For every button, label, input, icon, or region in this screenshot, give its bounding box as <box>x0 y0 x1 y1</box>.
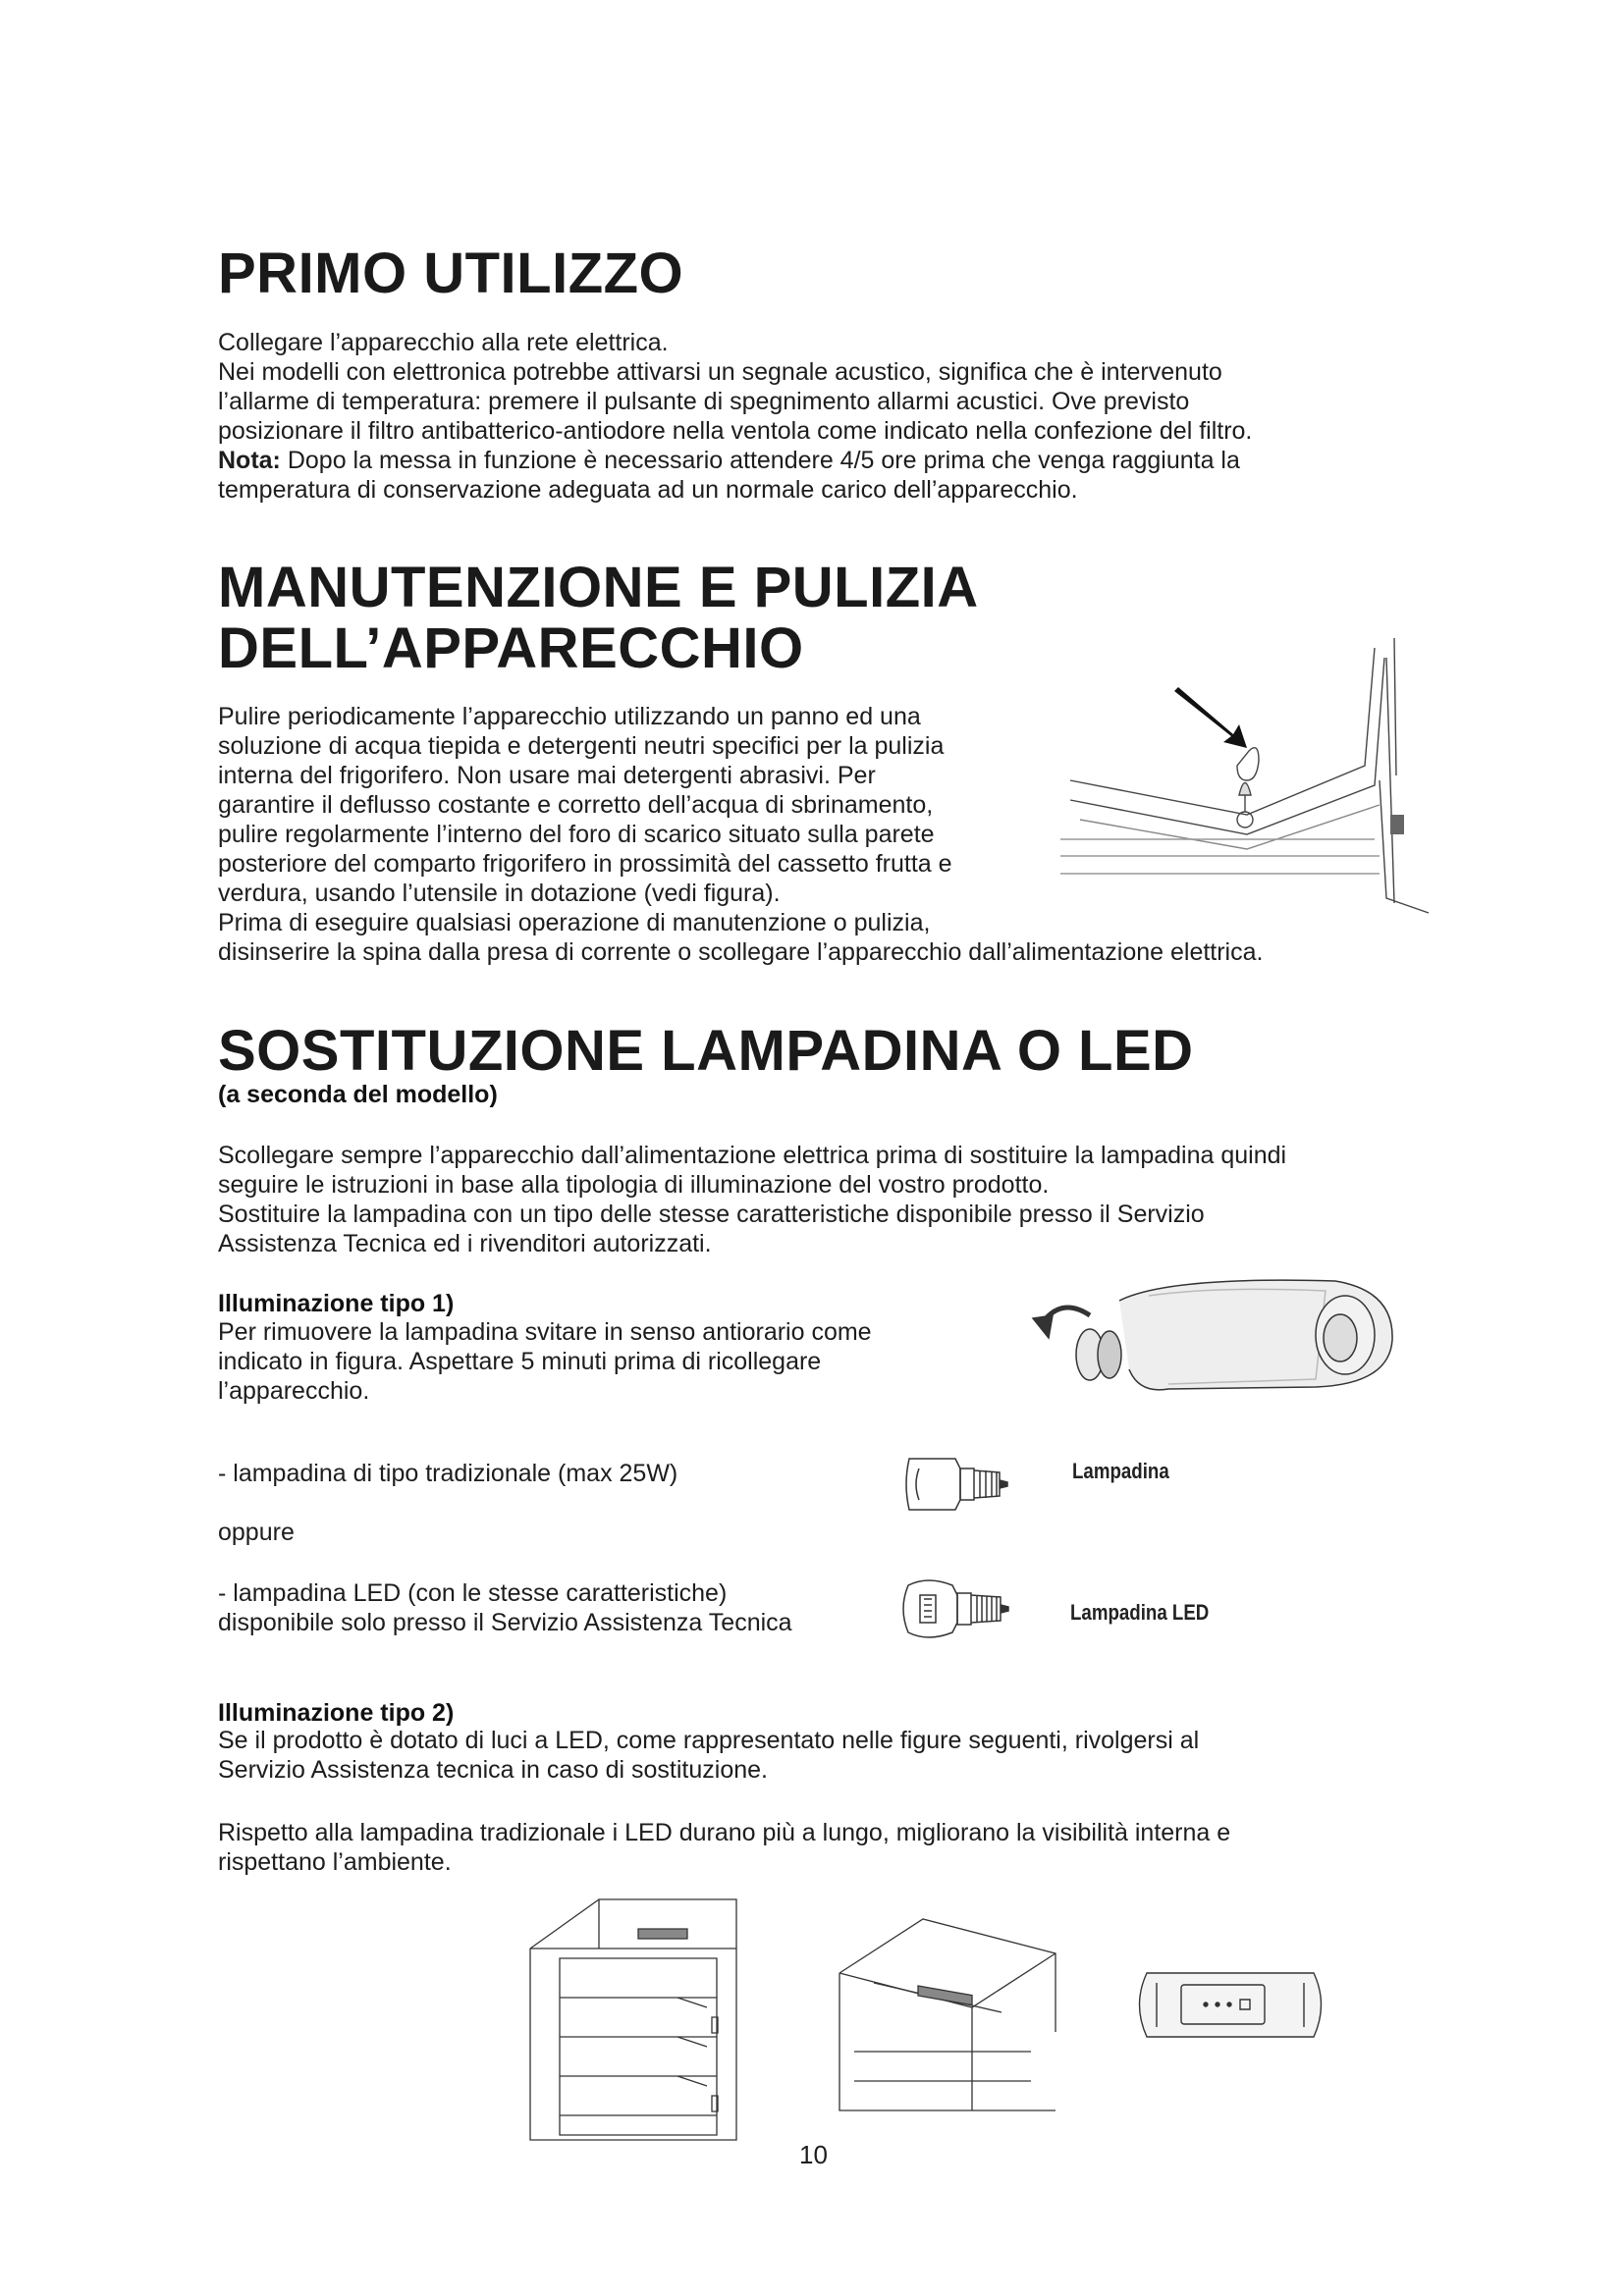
drain-hole-illustration <box>1041 638 1434 923</box>
text-line: soluzione di acqua tiepida e detergenti neutri specifici per la pulizia <box>218 732 945 760</box>
text-line: Rispetto alla lampadina tradizionale i LED durano più a lungo, migliorano la visibilità interna e <box>218 1819 1231 1846</box>
section-subtitle: (a seconda del modello) <box>218 1081 498 1108</box>
text-line: Servizio Assistenza tecnica in caso di sostituzione. <box>218 1756 768 1784</box>
caption-lampadina: Lampadina <box>1072 1459 1169 1483</box>
caption-lampadina-led: Lampadina LED <box>1070 1600 1210 1625</box>
tipo1-heading: Illuminazione tipo 1) <box>218 1290 455 1317</box>
text-line: temperatura di conservazione adeguata ad un normale carico dell’apparecchio. <box>218 476 1078 504</box>
text-line: Nei modelli con elettronica potrebbe attivarsi un segnale acustico, significa che è intervenuto <box>218 358 1222 386</box>
text-line: indicato in figura. Aspettare 5 minuti prima di ricollegare <box>218 1348 822 1375</box>
led-bulb-icon <box>898 1575 1046 1644</box>
incandescent-bulb-icon <box>901 1451 1039 1520</box>
tipo2-heading: Illuminazione tipo 2) <box>218 1699 455 1727</box>
section-title-sostituzione: SOSTITUZIONE LAMPADINA O LED <box>218 1019 1194 1083</box>
text-line: Sostituire la lampadina con un tipo delle stesse caratteristiche disponibile presso il Servizio <box>218 1201 1205 1228</box>
text-line: pulire regolarmente l’interno del foro di scarico situato sulla parete <box>218 821 935 848</box>
text-line: seguire le istruzioni in base alla tipologia di illuminazione del vostro prodotto. <box>218 1171 1050 1199</box>
nota-label: Nota: <box>218 447 281 474</box>
text-line: verdura, usando l’utensile in dotazione (vedi figura). <box>218 880 781 907</box>
arrow-icon <box>1174 687 1247 748</box>
text-line: Assistenza Tecnica ed i rivenditori autorizzati. <box>218 1230 712 1257</box>
section-title-manutenzione: MANUTENZIONE E PULIZIA DELL’APPARECCHIO <box>218 556 979 680</box>
text-line: Prima di eseguire qualsiasi operazione di manutenzione o pulizia, <box>218 909 931 936</box>
tipo2-text <box>218 1726 1199 1785</box>
tipo2-text-2 <box>218 1818 1230 1877</box>
led-module-illustration <box>1127 1963 1333 2047</box>
text-line: Se il prodotto è dotato di luci a LED, come rappresentato nelle figure seguenti, rivolgersi al <box>218 1727 1200 1754</box>
option-traditional-bulb: - lampadina di tipo tradizionale (max 25W) <box>218 1460 678 1487</box>
text-line: garantire il deflusso costante e corretto dell’acqua di sbrinamento, <box>218 791 934 819</box>
text-line: l’allarme di temperatura: premere il pulsante di spegnimento allarmi acustici. Ove previsto <box>218 388 1190 415</box>
section-title-primo-utilizzo: PRIMO UTILIZZO <box>218 241 684 305</box>
text-line: rispettano l’ambiente. <box>218 1848 452 1876</box>
page-number: 10 <box>799 2140 828 2169</box>
text-line: posizionare il filtro antibatterico-antiodore nella ventola come indicato nella confezione del filtro. <box>218 417 1253 445</box>
text-line: Per rimuovere la lampadina svitare in senso antiorario come <box>218 1318 872 1346</box>
text-line: Collegare l’apparecchio alla rete elettrica. <box>218 329 669 356</box>
fridge-ceiling-led-illustration <box>835 1914 1060 2120</box>
nota-line: Nota: Dopo la messa in funzione è necessario attendere 4/5 ore prima che venga raggiunta la <box>218 447 1240 474</box>
text-line: Pulire periodicamente l’apparecchio utilizzando un panno ed una <box>218 703 921 730</box>
tipo1-text <box>218 1317 872 1406</box>
text-line: l’apparecchio. <box>218 1377 370 1405</box>
oppure-text: oppure <box>218 1519 295 1546</box>
text-line: disinserire la spina dalla presa di corrente o scollegare l’apparecchio dall’alimentazione elettrica. <box>218 938 1264 966</box>
lamp-housing-illustration <box>1021 1271 1394 1404</box>
primo-utilizzo-text <box>218 328 1252 505</box>
text-line: Scollegare sempre l’apparecchio dall’alimentazione elettrica prima di sostituire la lampadina quindi <box>218 1142 1287 1169</box>
option-led-bulb: - lampadina LED (con le stesse caratteristiche) disponibile solo presso il Servizio Assistenza Tecnica <box>218 1579 792 1636</box>
text-line: interna del frigorifero. Non usare mai detergenti abrasivi. Per <box>218 762 876 789</box>
fridge-interior-led-illustration <box>520 1890 746 2150</box>
text-line: posteriore del comparto frigorifero in prossimità del cassetto frutta e <box>218 850 952 878</box>
sostituzione-intro <box>218 1141 1286 1258</box>
